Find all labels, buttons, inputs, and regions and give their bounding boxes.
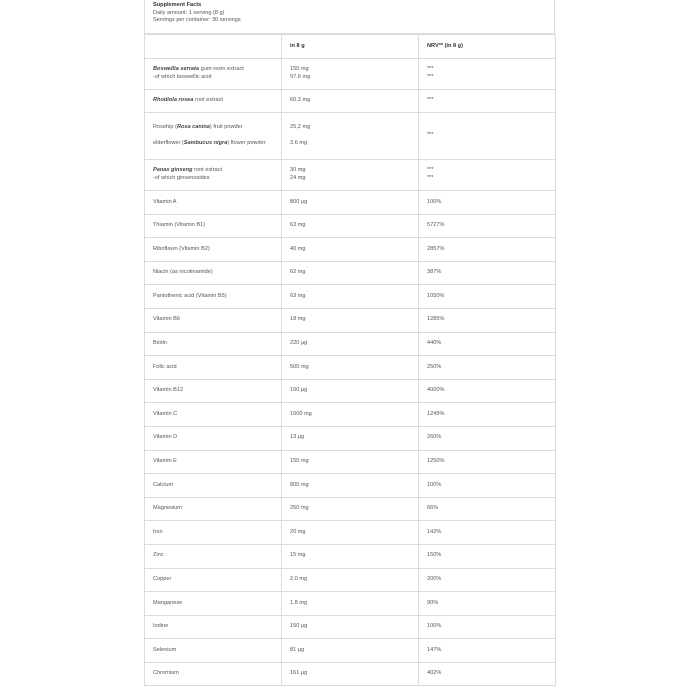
- amount-cell: 81 µg: [282, 639, 419, 663]
- nutrient-name-cell: Pantothenic acid (Vitamin B5): [145, 285, 282, 309]
- nutrient-name-cell: Selenium: [145, 639, 282, 663]
- amount-cell: 25,2 mg 3.6 mg: [282, 113, 419, 160]
- table-row: [145, 356, 556, 380]
- amount-cell: 13 µg: [282, 426, 419, 450]
- nutrient-name-cell: Biotin: [145, 332, 282, 356]
- table-row: [145, 332, 556, 356]
- table-row: [145, 639, 556, 663]
- table-row-rhodiola: [145, 90, 556, 113]
- facts-title: Supplement Facts: [153, 2, 202, 8]
- table-row: [145, 426, 556, 450]
- nutrient-name-cell: Chromium: [145, 662, 282, 686]
- nrv-cell: 1250%: [419, 450, 556, 474]
- table-row: [145, 497, 556, 521]
- nrv-cell: 100%: [419, 191, 556, 215]
- nrv-cell: 387%: [419, 261, 556, 285]
- table-row: [145, 214, 556, 238]
- nutrient-name-cell: Calcium: [145, 474, 282, 498]
- table-row-panax: [145, 160, 556, 191]
- nutrient-name-cell: Iodine: [145, 615, 282, 639]
- table-row: [145, 379, 556, 403]
- ingredient-cell: Rosehip (Rosa canina) fruit powder elderflower (Sambucus nigra) flower powder: [145, 113, 282, 160]
- table-row: [145, 662, 556, 686]
- amount-cell: 15 mg: [282, 544, 419, 568]
- header-cell-amount: in 8 g: [282, 35, 419, 59]
- latin-name: Sambucus nigra: [183, 140, 228, 146]
- header-cell-ingredient: [145, 35, 282, 59]
- ingredient-cell: Rhodiola rosea root extract: [145, 90, 282, 113]
- table-row: [145, 238, 556, 262]
- amount-cell: 800 µg: [282, 191, 419, 215]
- nrv-cell: 4000%: [419, 379, 556, 403]
- amount-cell: 18 mg: [282, 308, 419, 332]
- table-row: [145, 474, 556, 498]
- nutrient-name-cell: Vitamin B6: [145, 308, 282, 332]
- amount-cell: 63 mg: [282, 285, 419, 309]
- nutrient-name-cell: Iron: [145, 521, 282, 545]
- daily-amount: Daily amount: 1 serving (8 g): [153, 9, 225, 16]
- nutrient-name-cell: Thiamin (Vitamin B1): [145, 214, 282, 238]
- nrv-cell: 260%: [419, 426, 556, 450]
- amount-cell: 100 µg: [282, 379, 419, 403]
- nrv-cell: ***: [419, 90, 556, 113]
- amount-cell: 1000 mg: [282, 403, 419, 427]
- table-row-boswellia: [145, 59, 556, 90]
- ingredient-cell: Boswellia serrata gum-resin extract -of which boswellic acid: [145, 59, 282, 90]
- latin-name: Panax ginseng: [153, 167, 193, 174]
- facts-header: [144, 0, 555, 34]
- nrv-cell: 1050%: [419, 285, 556, 309]
- nutrient-name-cell: Niacin (as nicotinamide): [145, 261, 282, 285]
- table-row: [145, 285, 556, 309]
- amount-cell: 63 mg: [282, 214, 419, 238]
- amount-cell: 800 mg: [282, 474, 419, 498]
- amount-cell: 500 mg: [282, 356, 419, 380]
- nutrient-name-cell: Vitamin D: [145, 426, 282, 450]
- nrv-cell: 90%: [419, 592, 556, 616]
- servings-per-container: Servings per container: 30 servings: [153, 17, 241, 24]
- amount-cell: 60.3 mg: [282, 90, 419, 113]
- amount-cell: 1.8 mg: [282, 592, 419, 616]
- nrv-cell: 2857%: [419, 238, 556, 262]
- nutrient-name-cell: Vitamin B12: [145, 379, 282, 403]
- nrv-cell: 1249%: [419, 403, 556, 427]
- nrv-cell: *** ***: [419, 160, 556, 191]
- nrv-cell: 1285%: [419, 308, 556, 332]
- nrv-cell: 150%: [419, 544, 556, 568]
- nrv-cell: 147%: [419, 639, 556, 663]
- amount-cell: 62 mg: [282, 261, 419, 285]
- table-row: [145, 615, 556, 639]
- table-row: [145, 521, 556, 545]
- nrv-cell: 200%: [419, 568, 556, 592]
- header-cell-nrv: NRV** (in 8 g): [419, 35, 556, 59]
- table-row: [145, 568, 556, 592]
- nutrient-name-cell: Riboflavin (Vitamin B2): [145, 238, 282, 262]
- table-row: [145, 261, 556, 285]
- table-row-rosehip-elderflower: [145, 113, 556, 160]
- nutrient-name-cell: Zinc: [145, 544, 282, 568]
- nrv-cell: 5727%: [419, 214, 556, 238]
- nrv-cell: *** ***: [419, 59, 556, 90]
- amount-cell: 40 mg: [282, 238, 419, 262]
- table-header-row: [145, 35, 556, 59]
- nrv-cell: 250%: [419, 356, 556, 380]
- latin-name: Boswellia serrata: [153, 66, 200, 73]
- amount-cell: 161 µg: [282, 662, 419, 686]
- amount-cell: 20 mg: [282, 521, 419, 545]
- table-row: [145, 544, 556, 568]
- amount-cell: 150 mg: [282, 450, 419, 474]
- table-row: [145, 191, 556, 215]
- table-row: [145, 308, 556, 332]
- amount-cell: 220 µg: [282, 332, 419, 356]
- amount-cell: 2.0 mg: [282, 568, 419, 592]
- nrv-cell: ***: [419, 113, 556, 160]
- nutrient-name-cell: Vitamin C: [145, 403, 282, 427]
- ingredient-cell: Panax ginseng root extract -of which ginsenosides: [145, 160, 282, 191]
- nutrient-name-cell: Vitamin A: [145, 191, 282, 215]
- amount-cell: 30 mg 24 mg: [282, 160, 419, 191]
- amount-cell: 250 mg: [282, 497, 419, 521]
- nrv-cell: 66%: [419, 497, 556, 521]
- nrv-cell: 142%: [419, 521, 556, 545]
- table-row: [145, 403, 556, 427]
- nutrient-name-cell: Folic acid: [145, 356, 282, 380]
- nutrient-name-cell: Magnesium: [145, 497, 282, 521]
- nrv-cell: 100%: [419, 615, 556, 639]
- latin-name: Rhodiola rosea: [153, 97, 194, 104]
- table-row: [145, 592, 556, 616]
- table-row: [145, 450, 556, 474]
- nrv-cell: 440%: [419, 332, 556, 356]
- amount-cell: 150 mg 97.6 mg: [282, 59, 419, 90]
- nutrient-name-cell: Vitamin E: [145, 450, 282, 474]
- supplement-facts-panel: [144, 0, 555, 686]
- latin-name: Rosa canina: [176, 124, 210, 131]
- nutrient-name-cell: Copper: [145, 568, 282, 592]
- nrv-cell: 402%: [419, 662, 556, 686]
- nrv-cell: 100%: [419, 474, 556, 498]
- amount-cell: 150 µg: [282, 615, 419, 639]
- facts-table: [144, 34, 556, 686]
- nutrient-name-cell: Manganese: [145, 592, 282, 616]
